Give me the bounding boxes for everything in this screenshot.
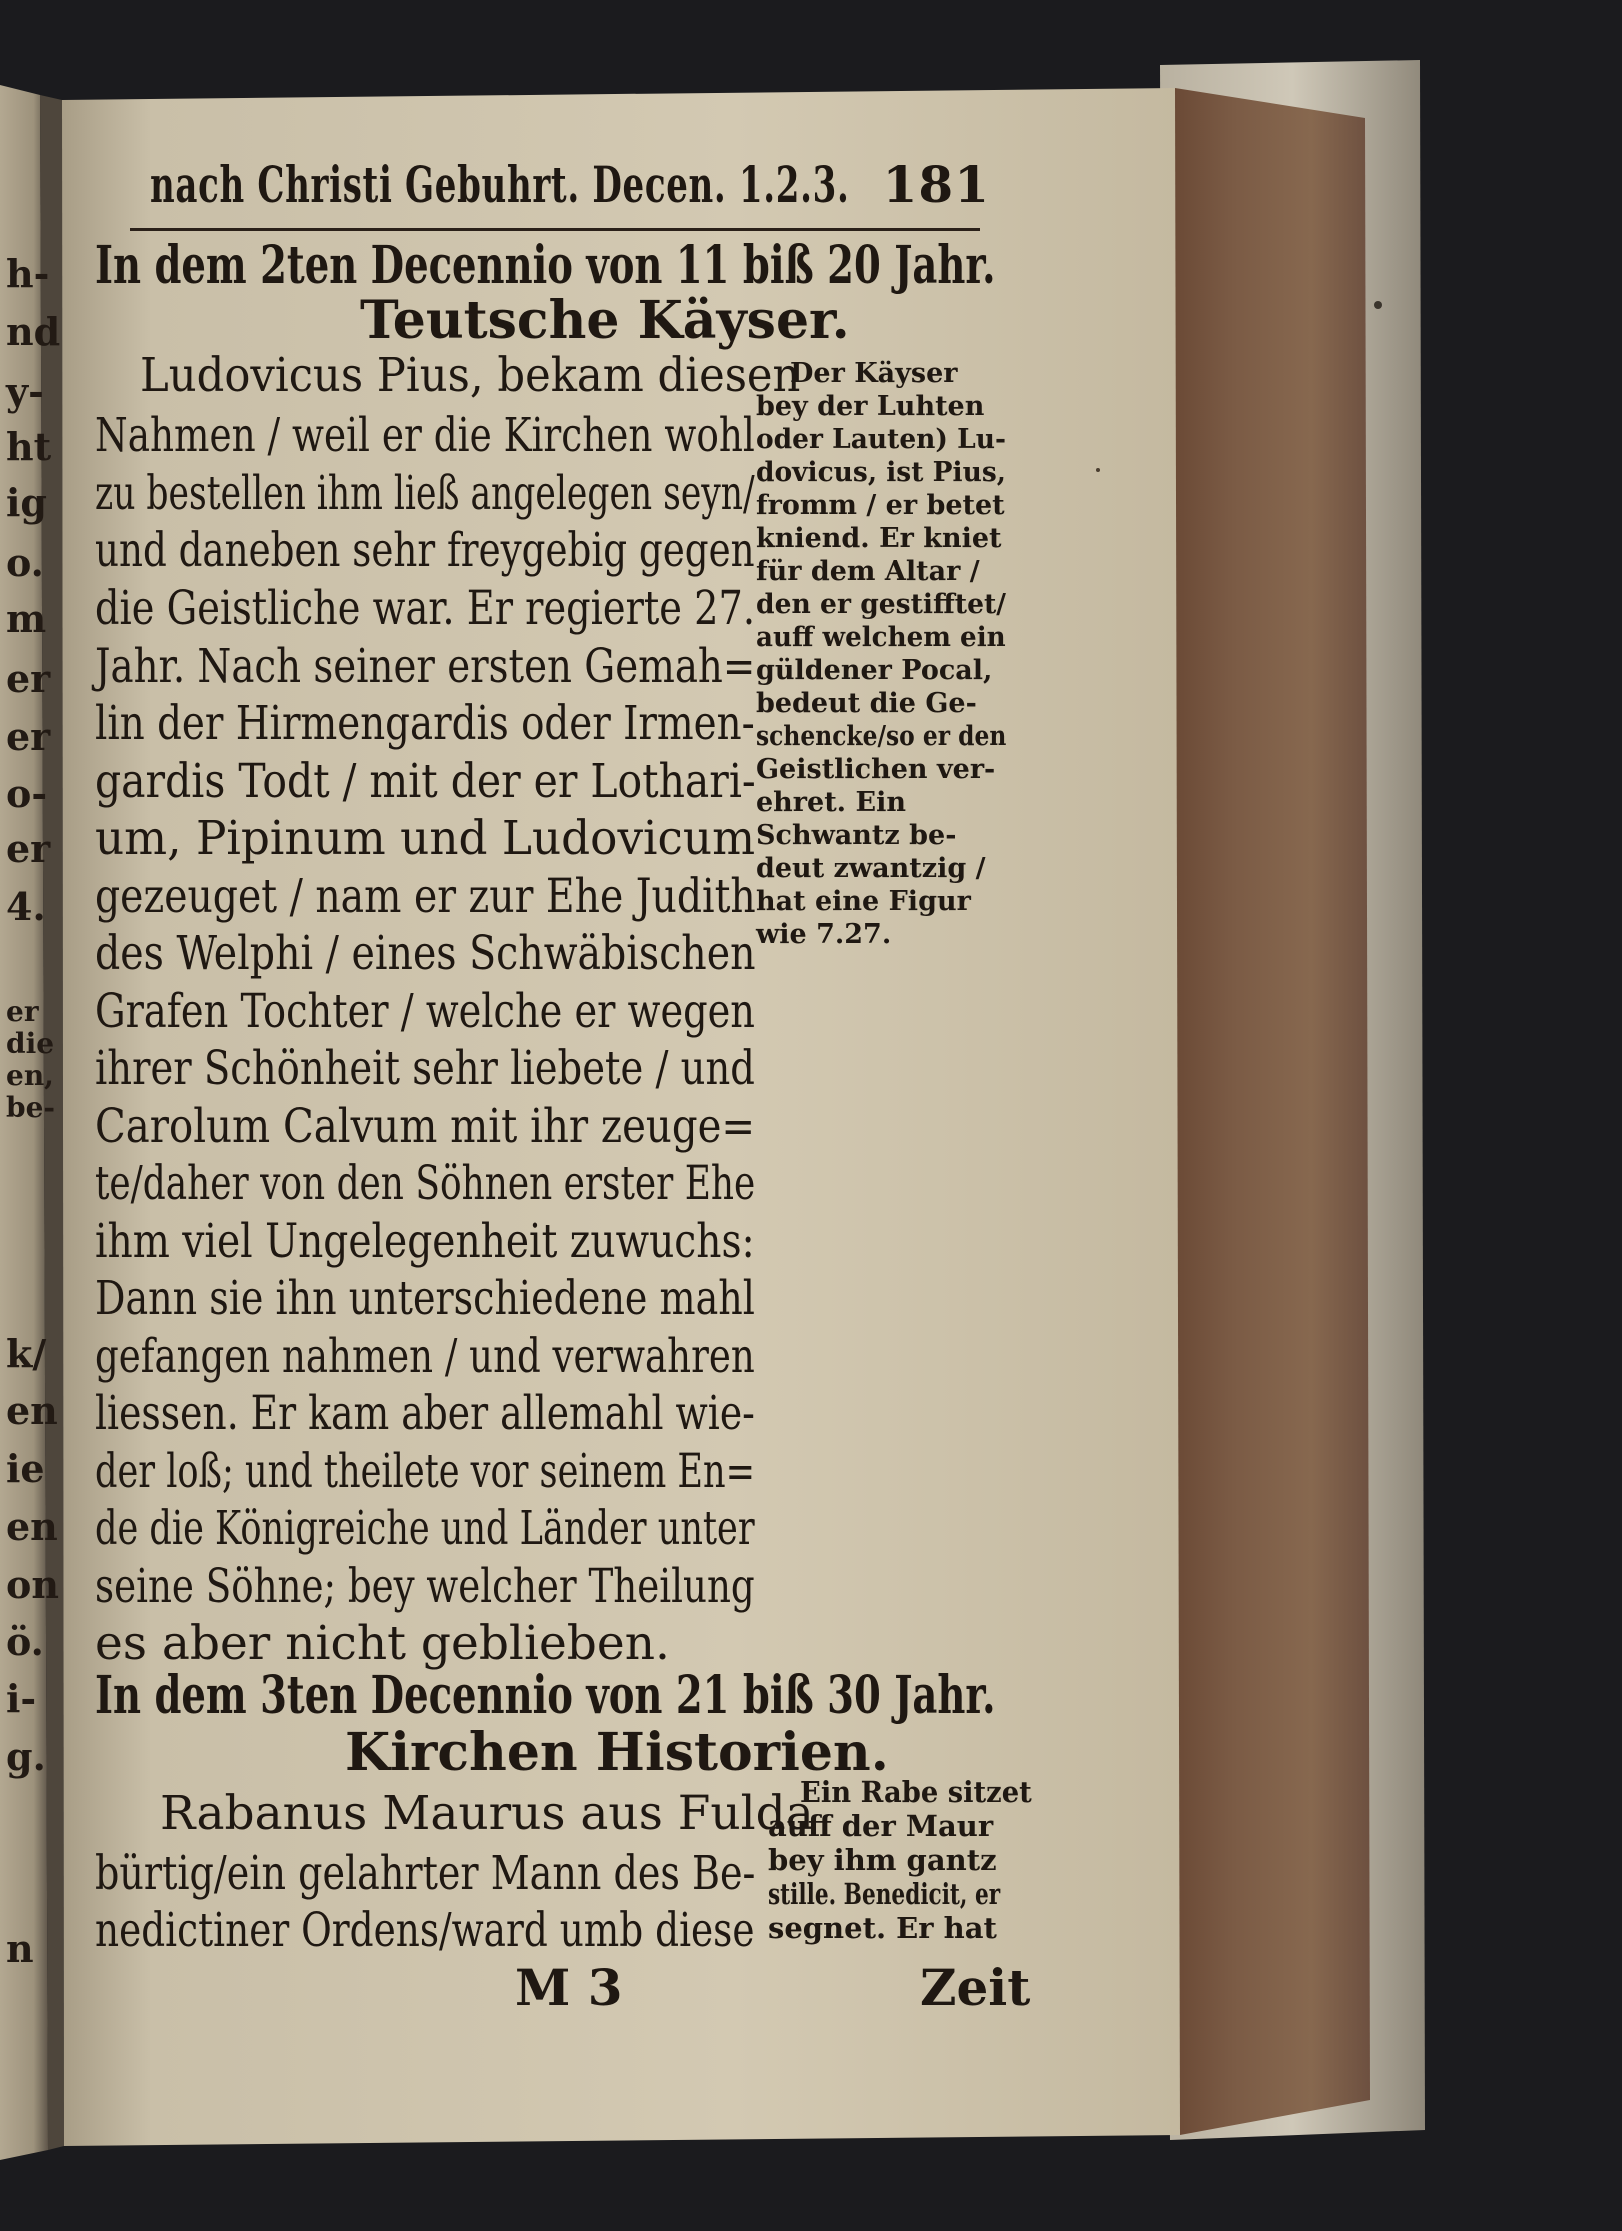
text-line: Carolum Calvum mit ihr zeuge=	[95, 1099, 756, 1154]
text-line: nedictiner Ordens/ward umb diese	[95, 1903, 755, 1958]
text-line: Jahr. Nach seiner ersten Gemah=	[95, 639, 756, 694]
catchword: Zeit	[920, 1958, 1031, 2017]
margin-line: Ein Rabe sitzet	[800, 1775, 1032, 1809]
text-line: Rabanus Maurus aus Fulda	[160, 1786, 814, 1841]
signature-mark: M 3	[515, 1958, 623, 2017]
text-line: des Welphi / eines Schwäbischen	[95, 926, 756, 981]
left-fragment: er	[6, 714, 51, 759]
running-title: nach Christi Gebuhrt. Decen. 1.2.3.	[150, 155, 850, 214]
left-fragment: ö.	[6, 1619, 44, 1664]
section-heading: In dem 3ten Decennio von 21 biß 30 Jahr.	[95, 1665, 996, 1726]
margin-line: ehret. Ein	[756, 787, 906, 818]
margin-line: Der Käyser	[790, 358, 958, 389]
section-subheading: Teutsche Käyser.	[360, 290, 850, 351]
margin-line: hat eine Figur	[756, 886, 971, 917]
left-fragment: ie	[6, 1446, 45, 1491]
left-fragment: er	[6, 656, 51, 701]
left-fragment: o.	[6, 540, 44, 585]
left-fragment: be-	[6, 1091, 56, 1124]
margin-line: für dem Altar /	[756, 556, 980, 587]
left-fragment: k/	[6, 1331, 47, 1376]
text-line: te/daher von den Söhnen erster Ehe	[95, 1156, 756, 1211]
left-fragment: y-	[6, 369, 44, 414]
text-line: und daneben sehr freygebig gegen	[95, 523, 755, 578]
margin-line: stille. Benedicit, er	[768, 1877, 1001, 1911]
text-line: de die Königreiche und Länder unter	[95, 1501, 755, 1556]
margin-line: oder Lauten) Lu-	[756, 424, 1006, 455]
header-rule	[130, 228, 980, 231]
text-line: bürtig/ein gelahrter Mann des Be-	[95, 1846, 756, 1901]
left-fragment: n	[6, 1926, 34, 1971]
text-line: der loß; und theilete vor seinem En=	[95, 1444, 756, 1499]
text-line: Grafen Tochter / welche er wegen	[95, 984, 755, 1039]
margin-line: bey ihm gantz	[768, 1843, 997, 1877]
left-fragment: en	[6, 1388, 58, 1433]
text-line: gardis Todt / mit der er Lothari-	[95, 754, 756, 809]
margin-line: Geistlichen ver-	[756, 754, 996, 785]
page-number: 181	[882, 155, 990, 214]
text-line: ihm viel Ungelegenheit zuwuchs:	[95, 1214, 755, 1269]
text-line: liessen. Er kam aber allemahl wie-	[95, 1386, 755, 1441]
section-subheading: Kirchen Historien.	[345, 1722, 889, 1783]
text-line: lin der Hirmengardis oder Irmen-	[95, 696, 755, 751]
left-fragment: er	[6, 995, 39, 1028]
margin-line: bey der Luhten	[756, 391, 985, 422]
margin-line: güldener Pocal,	[756, 655, 993, 686]
left-fragment: die	[6, 1027, 55, 1060]
text-line: ihrer Schönheit sehr liebete / und	[95, 1041, 755, 1096]
margin-line: wie 7.27.	[756, 919, 892, 950]
margin-line: fromm / er betet	[756, 490, 1005, 521]
text-line: zu bestellen ihm ließ angelegen seyn/	[95, 466, 755, 521]
margin-line: bedeut die Ge-	[756, 688, 977, 719]
left-fragment: er	[6, 826, 51, 871]
margin-line: auff welchem ein	[756, 622, 1006, 653]
margin-line: deut zwantzig /	[756, 853, 986, 884]
left-fragment: ig	[6, 480, 48, 525]
margin-line: segnet. Er hat	[768, 1911, 997, 1945]
left-fragment: i-	[6, 1676, 37, 1721]
left-fragment: on	[6, 1562, 59, 1607]
left-fragment: en	[6, 1504, 58, 1549]
left-fragment: ht	[6, 424, 52, 469]
margin-line: den er gestifftet/	[756, 589, 1006, 620]
left-fragment: 4.	[6, 884, 46, 929]
text-line: gezeuget / nam er zur Ehe Judith	[95, 869, 756, 924]
text-line: Nahmen / weil er die Kirchen wohl	[95, 408, 755, 463]
margin-line: Schwantz be-	[756, 820, 957, 851]
margin-line: kniend. Er kniet	[756, 523, 1002, 554]
margin-line: dovicus, ist Pius,	[756, 457, 1006, 488]
margin-line: schencke/so er den	[756, 721, 1007, 752]
text-line: Ludovicus Pius, bekam diesen	[140, 348, 801, 403]
left-fragment: o-	[6, 771, 48, 816]
left-fragment: g.	[6, 1734, 46, 1779]
left-fragment: m	[6, 596, 47, 641]
text-line: die Geistliche war. Er regierte 27.	[95, 581, 756, 636]
text-line: Dann sie ihn unterschiedene mahl	[95, 1271, 755, 1326]
running-header	[150, 155, 990, 225]
text-line: es aber nicht geblieben.	[95, 1616, 670, 1671]
text-line: um, Pipinum und Ludovicum	[95, 811, 756, 866]
left-fragment: h-	[6, 251, 50, 296]
section-heading: In dem 2ten Decennio von 11 biß 20 Jahr.	[95, 235, 996, 296]
text-line: gefangen nahmen / und verwahren	[95, 1329, 755, 1384]
margin-line: auff der Maur	[768, 1809, 994, 1843]
left-fragment: en,	[6, 1059, 54, 1092]
left-fragment: nd	[6, 309, 61, 354]
text-line: seine Söhne; bey welcher Theilung	[95, 1559, 755, 1614]
